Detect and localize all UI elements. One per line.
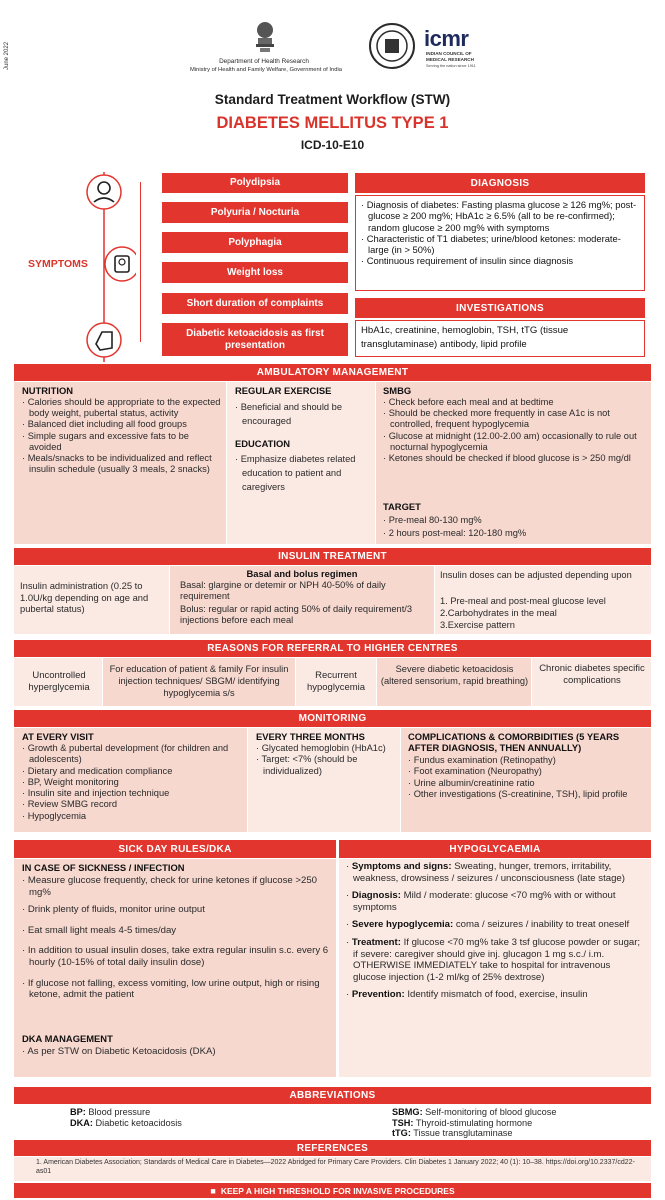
- abbr-item: SBMG: Self-monitoring of blood glucose: [392, 1107, 557, 1117]
- stw-heading: Standard Treatment Workflow (STW): [214, 92, 451, 107]
- insulin-header: INSULIN TREATMENT: [14, 548, 651, 565]
- symptoms-label: SYMPTOMS: [28, 258, 88, 270]
- ambulatory-header: AMBULATORY MANAGEMENT: [14, 364, 651, 381]
- exercise-title: REGULAR EXERCISE: [235, 385, 332, 396]
- ministry-name: Ministry of Health and Family Welfare, Government of India: [190, 67, 342, 73]
- nutrition-item: · Calories should be appropriate to the expected body weight, pubertal status, activity: [22, 397, 222, 419]
- abbreviations-header: ABBREVIATIONS: [14, 1087, 651, 1104]
- adjust-item: 3.Exercise pattern: [440, 620, 515, 630]
- references-header: REFERENCES: [14, 1140, 651, 1156]
- symptom-item: Weight loss: [162, 262, 348, 283]
- diagnosis-header: DIAGNOSIS: [355, 173, 645, 193]
- hypo-item: · Symptoms and signs: Sweating, hunger, tremors, irritability, weakness, drowsiness / seizures / unconsciousness (late stage): [346, 861, 646, 884]
- education-list: [235, 452, 365, 494]
- bolus-text: Bolus: regular or rapid acting 50% of daily requirement/3 injections before each meal: [180, 604, 413, 626]
- date-stamp: June 2022: [4, 41, 10, 70]
- complications-item: · Urine albumin/creatinine ratio: [408, 778, 648, 789]
- footer-bar: [14, 1183, 651, 1198]
- complications-item: · Foot examination (Neuropathy): [408, 766, 648, 777]
- diagnosis-item: · Continuous requirement of insulin since diagnosis: [361, 255, 641, 266]
- icmr-seal-icon: [368, 20, 416, 72]
- page-title: DIABETES MELLITUS TYPE 1: [216, 114, 449, 132]
- smbg-item: · Check before each meal and at bedtime: [383, 397, 645, 408]
- three-months-item: · Target: <7% (should be individualized): [256, 754, 396, 777]
- icmr-logo: icmr: [424, 26, 469, 51]
- education-item: · Emphasize diabetes related education to patient and caregivers: [235, 452, 365, 494]
- adjust-item: 1. Pre-meal and post-meal glucose level: [440, 596, 606, 606]
- referral-item: Recurrent hypoglycemia: [306, 670, 366, 693]
- basal-text: Basal: glargine or detemir or NPH 40-50% of daily requirement: [180, 580, 386, 602]
- abbr-left: [70, 1107, 320, 1128]
- dka-title: DKA MANAGEMENT: [22, 1033, 113, 1044]
- insulin-admin: Insulin administration (0.25 to 1.0U/kg depending on age and pubertal status): [20, 580, 149, 614]
- hypo-item: · Treatment: If glucose <70 mg% take 3 tsf glucose powder or sugar; if severe: caregiver should give inj. glucagon 1 mg s.c./ i.m. OTHERWISE IMMEDIATELY take to hospital for intravenous glucose injection (1-2 ml/kg of 25% dextrose): [346, 937, 646, 983]
- symptom-item: Polyphagia: [162, 232, 348, 253]
- symptoms-connector: [140, 182, 162, 342]
- symptom-item: Polyuria / Nocturia: [162, 202, 348, 223]
- icmr-tag: Serving the nation since 1911: [426, 64, 476, 68]
- hypo-item: · Prevention: Identify mismatch of food, exercise, insulin: [346, 989, 646, 1001]
- visit-title: AT EVERY VISIT: [22, 731, 94, 742]
- complications-title: COMPLICATIONS & COMORBIDITIES (5 YEARS AFTER DIAGNOSIS, THEN ANNUALLY): [408, 731, 620, 754]
- nutrition-item: · Balanced diet including all food groups: [22, 419, 222, 430]
- sick-day-header: SICK DAY RULES/DKA: [14, 840, 336, 858]
- referral-item: Uncontrolled hyperglycemia: [28, 670, 90, 693]
- smbg-item: · Should be checked more frequently in case A1c is not controlled, frequent hypoglycemia: [383, 408, 645, 430]
- complications-item: · Other investigations (S-creatinine, TSH), lipid profile: [408, 789, 648, 800]
- abbr-item: BP: Blood pressure: [70, 1107, 151, 1117]
- referral-item: Severe diabetic ketoacidosis (altered sensorium, rapid breathing): [380, 664, 529, 686]
- referral-item: For education of patient & family For insulin injection techniques/ SBGM/ identifying hypoglycemia s/s: [109, 664, 289, 698]
- hypo-item: · Severe hypoglycemia: coma / seizures / inability to treat oneself: [346, 919, 646, 931]
- dka-text: · As per STW on Diabetic Ketoacidosis (DKA): [22, 1046, 216, 1057]
- three-months-item: · Glycated hemoglobin (HbA1c): [256, 743, 396, 754]
- monitoring-header: MONITORING: [14, 710, 651, 727]
- visit-item: · Review SMBG record: [22, 799, 244, 810]
- emblem-logo: [250, 20, 280, 54]
- hypo-header: HYPOGLYCAEMIA: [339, 840, 651, 858]
- smbg-title: SMBG: [383, 385, 412, 396]
- sickness-item: · In addition to usual insulin doses, take extra regular insulin s.c. every 6 hourly (10-15% of total daily insulin dose): [22, 945, 330, 968]
- referral-header: REASONS FOR REFERRAL TO HIGHER CENTRES: [14, 640, 651, 657]
- icmr-sub: INDIAN COUNCIL OF MEDICAL RESEARCH: [426, 51, 474, 62]
- symptom-item: Polydipsia: [162, 173, 348, 193]
- symptom-item: Diabetic ketoacidosis as first presentation: [162, 323, 348, 356]
- sickness-item: · Drink plenty of fluids, monitor urine output: [22, 904, 330, 916]
- visit-item: · Dietary and medication compliance: [22, 766, 244, 777]
- icd-code: ICD-10-E10: [300, 138, 365, 152]
- dept-name: Department of Health Research: [219, 58, 309, 65]
- target-title: TARGET: [383, 501, 421, 512]
- footer-text: KEEP A HIGH THRESHOLD FOR INVASIVE PROCEDURES: [220, 1185, 455, 1196]
- investigations-text: HbA1c, creatinine, hemoglobin, TSH, tTG (tissue transglutaminase) antibody, lipid profile: [361, 325, 569, 350]
- dka-value: As per STW on Diabetic Ketoacidosis (DKA): [27, 1046, 216, 1057]
- warning-icon: ■: [210, 1185, 216, 1196]
- diagnosis-item: · Characteristic of T1 diabetes; urine/blood ketones: moderate-large (in > 50%): [361, 233, 641, 256]
- visit-item: · Hypoglycemia: [22, 811, 244, 822]
- exercise-item: · Beneficial and should be encouraged: [235, 400, 365, 428]
- adjust-title: Insulin doses can be adjusted depending upon: [440, 570, 632, 580]
- reference-text: 1. American Diabetes Association; Standards of Medical Care in Diabetes—2022 Abridged for Primary Care Providers. Clin Diabetes 1 January 2022; 40 (1): 10–38. https://doi.org/10.2337/cd22-as01: [36, 1159, 635, 1175]
- exercise-list: [235, 400, 365, 428]
- nutrition-title: NUTRITION: [22, 385, 74, 396]
- symptom-item: Short duration of complaints: [162, 293, 348, 314]
- investigations-header: INVESTIGATIONS: [355, 298, 645, 318]
- visit-item: · Growth & pubertal development (for children and adolescents): [22, 743, 244, 766]
- sickness-item: · Eat small light meals 4-5 times/day: [22, 925, 330, 937]
- three-months-list: [256, 743, 396, 777]
- complications-list: [408, 755, 648, 800]
- target-item: · Pre-meal 80-130 mg%: [383, 514, 645, 527]
- sickness-item: · Measure glucose frequently, check for urine ketones if glucose >250 mg%: [22, 875, 330, 898]
- diagnosis-item: · Diagnosis of diabetes: Fasting plasma glucose ≥ 126 mg%; post-glucose ≥ 200 mg%; HbA1c ≥ 6.5% (all to be re-confirmed); random glucose ≥ 200 mg% with symptoms: [361, 199, 641, 233]
- regimen-title: Basal and bolus regimen: [246, 568, 358, 579]
- smbg-item: · Ketones should be checked if blood glucose is > 250 mg/dl: [383, 453, 645, 464]
- visit-item: · BP, Weight monitoring: [22, 777, 244, 788]
- target-list: [383, 514, 645, 540]
- abbr-item: TSH: Thyroid-stimulating hormone: [392, 1117, 533, 1128]
- abbr-item: DKA: Diabetic ketoacidosis: [70, 1117, 182, 1128]
- abbr-right: [392, 1107, 642, 1139]
- education-title: EDUCATION: [235, 438, 291, 449]
- adjust-item: 2.Carbohydrates in the meal: [440, 608, 557, 618]
- visit-list: [22, 743, 244, 822]
- abbr-item: tTG: Tissue transglutaminase: [392, 1128, 513, 1138]
- complications-item: · Fundus examination (Retinopathy): [408, 755, 648, 766]
- national-emblem-icon: [250, 20, 280, 54]
- smbg-list: [383, 397, 645, 464]
- target-item: · 2 hours post-meal: 120-180 mg%: [383, 527, 645, 540]
- referral-item: Chronic diabetes specific complications: [539, 663, 645, 686]
- nutrition-item: · Simple sugars and excessive fats to be avoided: [22, 431, 222, 453]
- sickness-list: [22, 875, 330, 1001]
- visit-item: · Insulin site and injection technique: [22, 788, 244, 799]
- icmr-seal: [368, 20, 416, 72]
- sickness-item: · If glucose not falling, excess vomiting, low urine output, high or rising ketone, admit the patient: [22, 978, 330, 1001]
- nutrition-item: · Meals/snacks to be individualized and reflect insulin schedule (usually 3 meals, 2 snacks): [22, 453, 222, 475]
- hypo-item: · Diagnosis: Mild / moderate: glucose <70 mg% with or without symptoms: [346, 890, 646, 913]
- hypo-list: [346, 861, 646, 1001]
- smbg-item: · Glucose at midnight (12.00-2.00 am) occasionally to rule out nocturnal hypoglycemia: [383, 431, 645, 453]
- three-months-title: EVERY THREE MONTHS: [256, 731, 365, 742]
- sickness-title: IN CASE OF SICKNESS / INFECTION: [22, 862, 185, 873]
- diagnosis-list: [361, 199, 641, 267]
- nutrition-list: [22, 397, 222, 475]
